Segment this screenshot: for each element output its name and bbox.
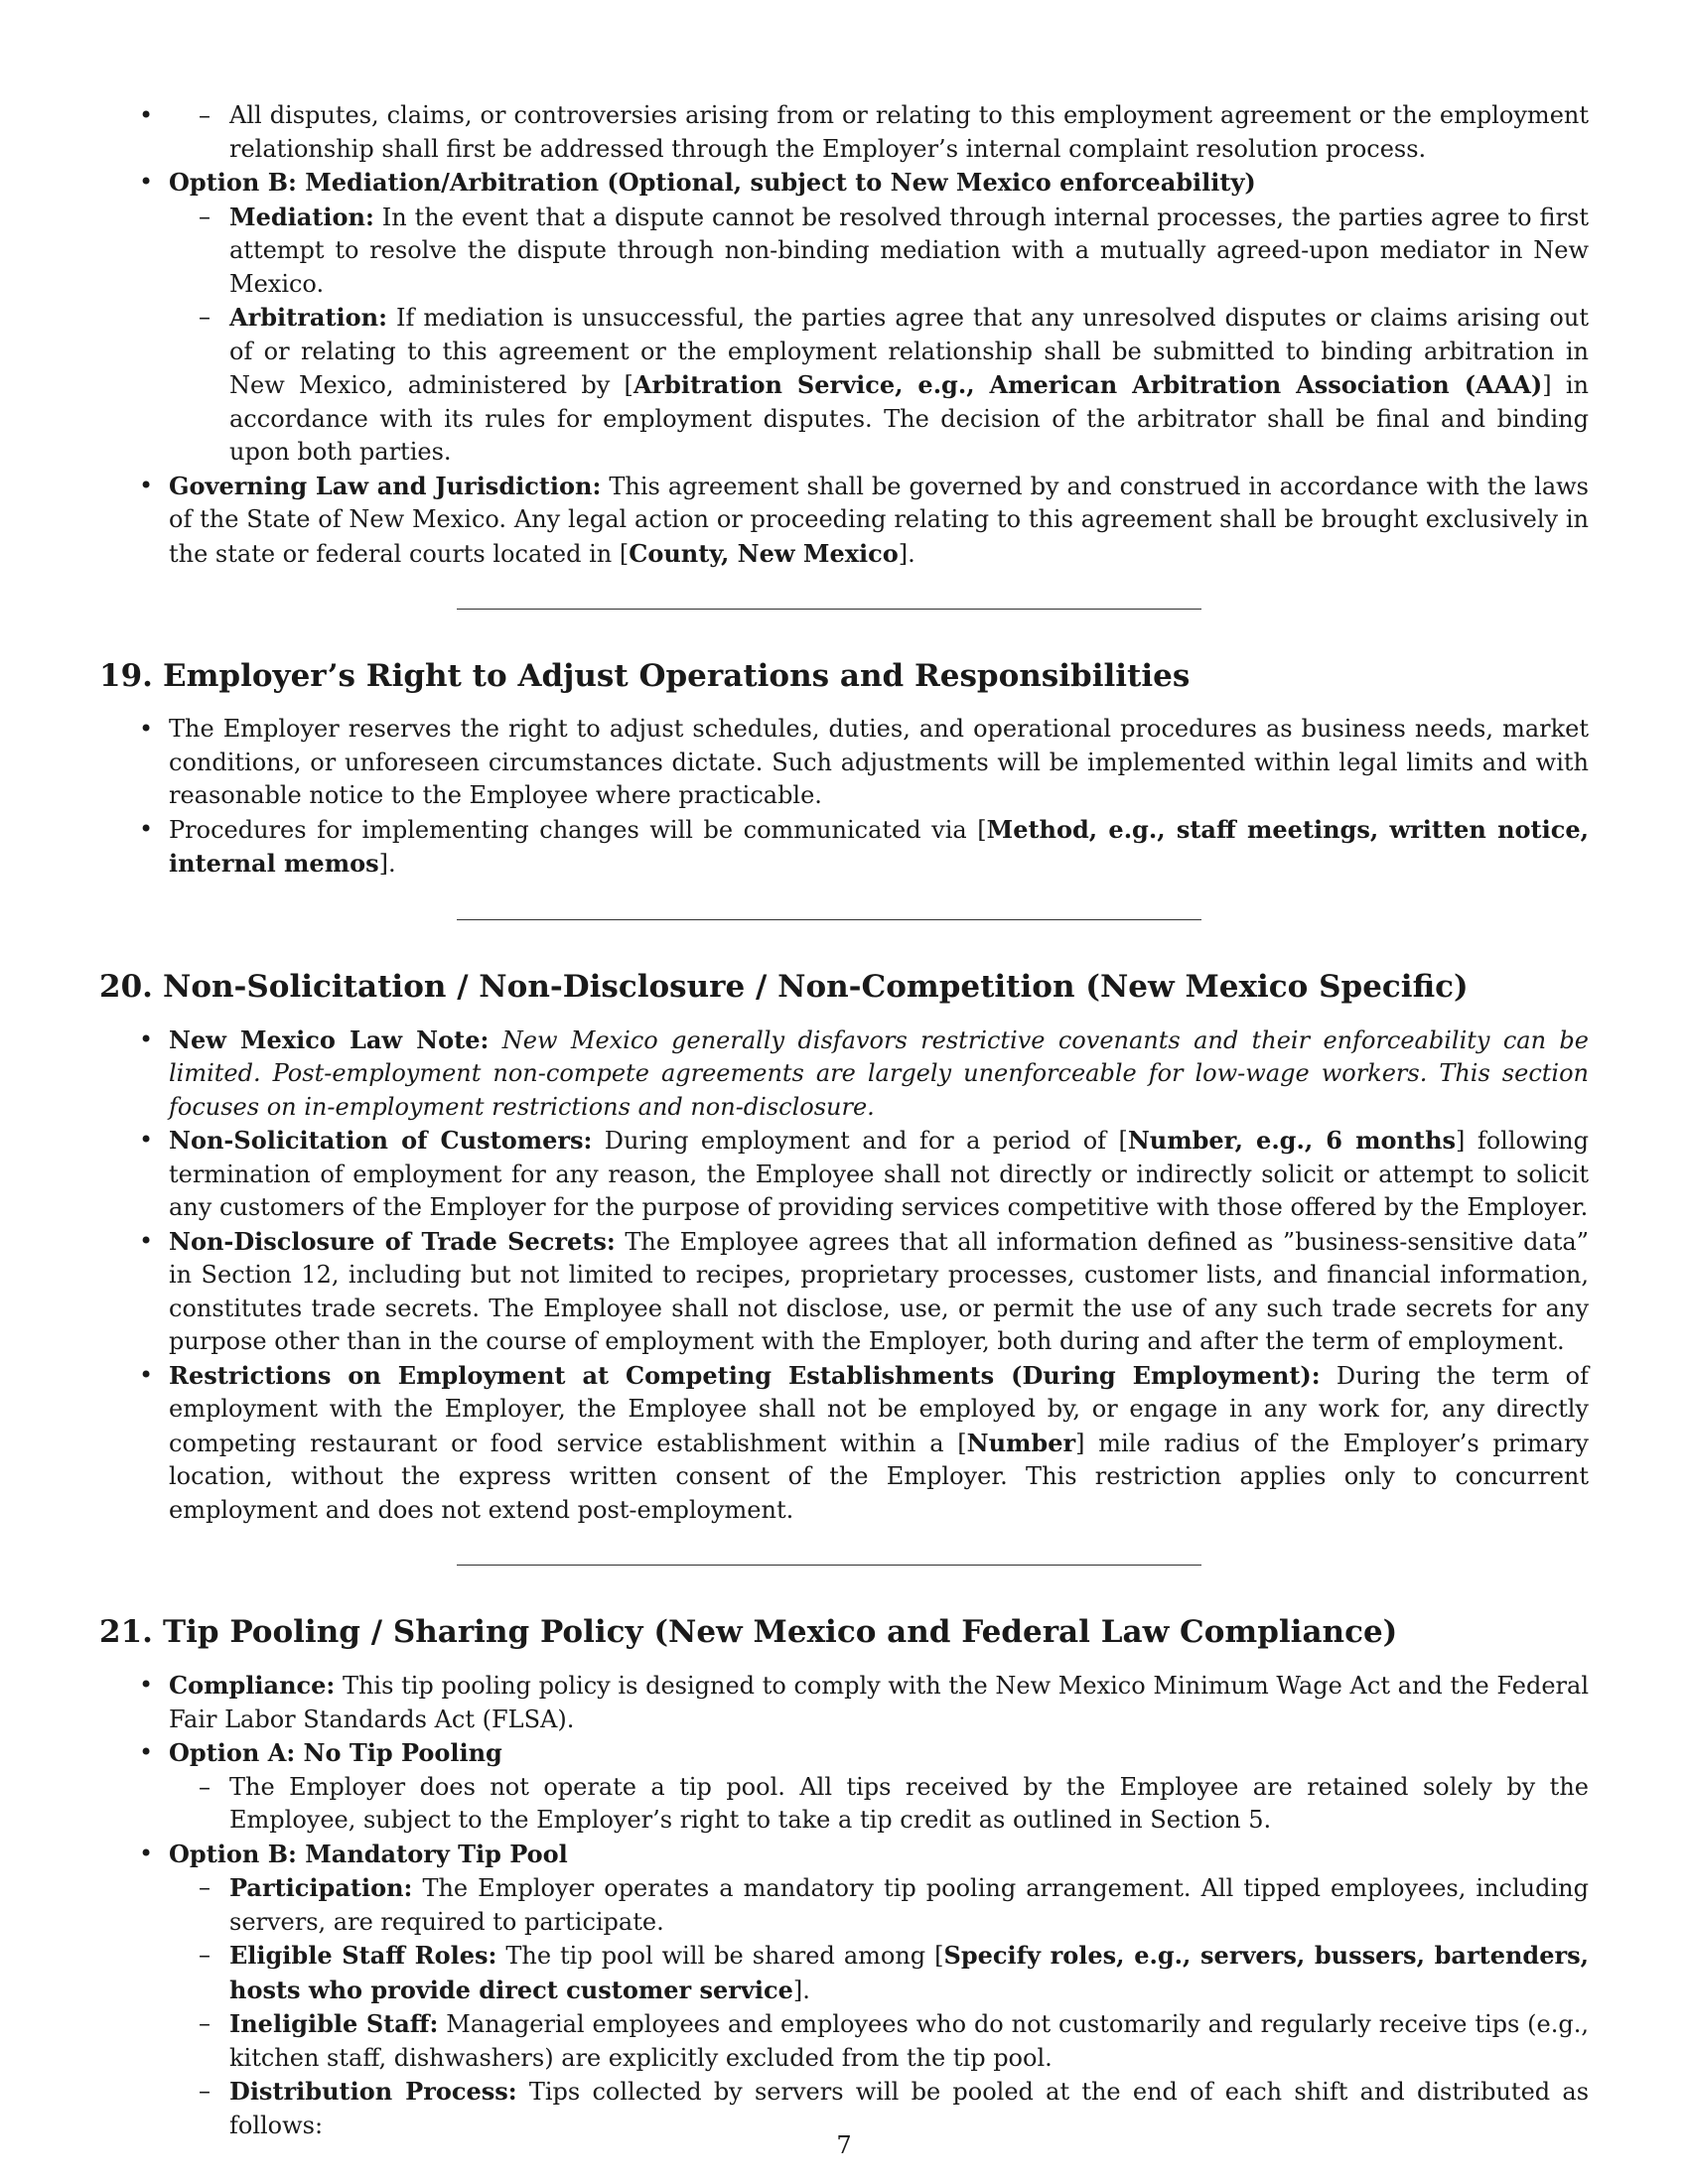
competing-restrictions-label: Restrictions on Employment at Competing Establishments (During Employment): (169, 1360, 1321, 1390)
arbitration-label: Arbitration: (229, 303, 387, 332)
competing-restrictions-item (99, 1359, 1589, 1528)
ineligible-staff-text: Managerial employees and employees who do not customarily and regularly receive tips (e.g., kitchen staff, dishwashers) are explicitly excluded from the tip pool. (229, 2010, 1589, 2072)
competing-restrictions-placeholder: Number (966, 1428, 1076, 1457)
option-a-item (99, 1736, 1589, 1838)
section-20-title: Non-Solicitation / Non-Disclosure / Non-Competition (New Mexico Specific) (163, 968, 1469, 1005)
section-19-number: 19. (99, 658, 153, 694)
option-b-tip-pool-item (99, 1838, 1589, 2143)
section-19-title: Employer’s Right to Adjust Operations and Responsibilities (163, 658, 1191, 694)
law-note-label: New Mexico Law Note: (169, 1024, 490, 1054)
section-20-heading (99, 967, 1589, 1007)
governing-law-text-2: ]. (898, 539, 915, 568)
change-procedures-text-2: ]. (378, 850, 396, 878)
eligible-staff-item (169, 1939, 1589, 2007)
option-b-title: Option B: Mediation/Arbitration (Optional, subject to New Mexico enforceability) (169, 168, 1256, 197)
arbitration-text-2: ] in accordance with its rules for employment disputes. The decision of the arbitrator shall be final and binding upon both parties. (229, 371, 1589, 466)
governing-law-text-1: This agreement shall be governed by and construed in accordance with the laws of the State of New Mexico. Any legal action or proceeding relating to this agreement shall be brought exclusively in the state or federal courts located in [ (169, 472, 1589, 568)
arbitration-text-1: If mediation is unsuccessful, the parties agree that any unresolved disputes or claims arising out of or relating to this agreement or the employment relationship shall be submitted to binding arbitration in New Mexico, administered by [ (229, 304, 1589, 399)
section-20-list (99, 1024, 1589, 1528)
section-19-list (99, 713, 1589, 882)
no-tip-pool-text: The Employer does not operate a tip pool. All tips received by the Employee are retained solely by the Employee, subject to the Employer’s right to take a tip credit as outlined in Section 5. (229, 1772, 1589, 1834)
law-note-item (99, 1024, 1589, 1125)
non-disclosure-label: Non-Disclosure of Trade Secrets: (169, 1226, 616, 1256)
participation-text: The Employer operates a mandatory tip pooling arrangement. All tipped employees, including servers, are required to participate. (229, 1874, 1589, 1936)
section-divider (457, 1565, 1201, 1566)
mediation-label: Mediation: (229, 202, 374, 231)
internal-process-item (99, 99, 1589, 166)
dispute-resolution-list (99, 99, 1589, 571)
adjust-operations-item (99, 713, 1589, 813)
section-divider (457, 609, 1201, 610)
non-solicitation-label: Non-Solicitation of Customers: (169, 1126, 593, 1155)
non-solicitation-placeholder: Number, e.g., 6 months (1127, 1126, 1457, 1155)
section-divider (457, 919, 1201, 920)
section-21-title: Tip Pooling / Sharing Policy (New Mexico and Federal Law Compliance) (163, 1614, 1398, 1650)
non-disclosure-item (99, 1225, 1589, 1359)
option-a-title: Option A: No Tip Pooling (169, 1738, 502, 1767)
competing-restrictions-text-2: ] mile radius of the Employer’s primary location, without the express written consent of the Employer. This restriction applies only to concurrent employment and does not extend post-employment. (169, 1429, 1589, 1524)
section-21-number: 21. (99, 1614, 153, 1650)
option-b-tip-pool-sublist (108, 1871, 1589, 2142)
competing-restrictions-text-1: During the term of employment with the Employer, the Employee shall not be employed by, or engage in any work for, any directly competing restaurant or food service establishment within a [ (169, 1361, 1589, 1457)
non-solicitation-text-2: ] following termination of employment for any reason, the Employee shall not directly or indirectly solicit or attempt to solicit any customers of the Employer for the purpose of providing services competitive with those offered by the Employer. (169, 1127, 1589, 1221)
compliance-item (99, 1669, 1589, 1736)
mediation-text: In the event that a dispute cannot be resolved through internal processes, the parties agree to first attempt to resolve the dispute through non-binding mediation with a mutually agreed-upon mediator in New Mexico. (229, 203, 1589, 298)
section-20-number: 20. (99, 968, 153, 1005)
compliance-label: Compliance: (169, 1671, 336, 1700)
option-a-sublist (108, 1771, 1589, 1838)
change-procedures-placeholder: Method, e.g., staff meetings, written notice, internal memos (169, 814, 1589, 878)
change-procedures-text-1: Procedures for implementing changes will be communicated via [ (169, 815, 987, 844)
option-b-sublist (108, 201, 1589, 470)
distribution-process-label: Distribution Process: (229, 2077, 517, 2106)
governing-law-label: Governing Law and Jurisdiction: (169, 471, 602, 500)
mediation-item (169, 201, 1589, 302)
governing-law-placeholder: County, New Mexico (629, 538, 899, 568)
eligible-staff-text-1: The tip pool will be shared among [ (505, 1942, 944, 1970)
eligible-staff-placeholder: Specify roles, e.g., servers, bussers, bartenders, hosts who provide direct customer service (229, 1941, 1589, 2004)
section-21-list (99, 1669, 1589, 2142)
non-solicitation-text-1: During employment and for a period of [ (604, 1127, 1128, 1155)
internal-process-sublist (169, 99, 1589, 166)
non-solicitation-item (99, 1124, 1589, 1225)
compliance-text: This tip pooling policy is designed to comply with the New Mexico Minimum Wage Act and the Federal Fair Labor Standards Act (FLSA). (169, 1672, 1589, 1733)
adjust-operations-text: The Employer reserves the right to adjust schedules, duties, and operational procedures as business needs, market conditions, or unforeseen circumstances dictate. Such adjustments will be implemented within legal limits and with reasonable notice to the Employee where practicable. (169, 715, 1589, 809)
page-number: 7 (836, 2131, 852, 2159)
section-19-heading (99, 656, 1589, 696)
option-b-tip-pool-title: Option B: Mandatory Tip Pool (169, 1839, 568, 1868)
arbitration-placeholder: Arbitration Service, e.g., American Arbitration Association (AAA) (633, 370, 1543, 399)
internal-dispute-item (169, 99, 1589, 166)
no-tip-pool-item (169, 1771, 1589, 1838)
page-content (99, 99, 1589, 2142)
non-disclosure-text: The Employee agrees that all information defined as ”business-sensitive data” in Section 12, including but not limited to recipes, proprietary processes, customer lists, and financial information, constitutes trade secrets. The Employee shall not disclose, use, or permit the use of any such trade secrets for any purpose other than in the course of employment with the Employer, both during and after the term of employment. (169, 1227, 1589, 1355)
participation-label: Participation: (229, 1873, 413, 1902)
governing-law-item (99, 470, 1589, 572)
eligible-staff-label: Eligible Staff Roles: (229, 1941, 497, 1970)
distribution-process-text: Tips collected by servers will be pooled at the end of each shift and distributed as follows: (229, 2078, 1590, 2139)
law-note-text: New Mexico generally disfavors restrictive covenants and their enforceability can be limited. Post-employment non-compete agreements are largely unenforceable for low-wage workers. This section focuses on in-employment restrictions and non-disclosure. (169, 1025, 1589, 1121)
ineligible-staff-item (169, 2007, 1589, 2075)
participation-item (169, 1871, 1589, 1939)
ineligible-staff-label: Ineligible Staff: (229, 2009, 439, 2038)
eligible-staff-text-2: ]. (792, 1976, 810, 2004)
arbitration-item (169, 301, 1589, 470)
change-procedures-item (99, 813, 1589, 882)
section-21-heading (99, 1612, 1589, 1652)
internal-dispute-text: All disputes, claims, or controversies arising from or relating to this employment agreement or the employment relationship shall first be addressed through the Employer’s internal complaint resolution process. (229, 101, 1589, 163)
option-b-mediation-item (99, 166, 1589, 470)
